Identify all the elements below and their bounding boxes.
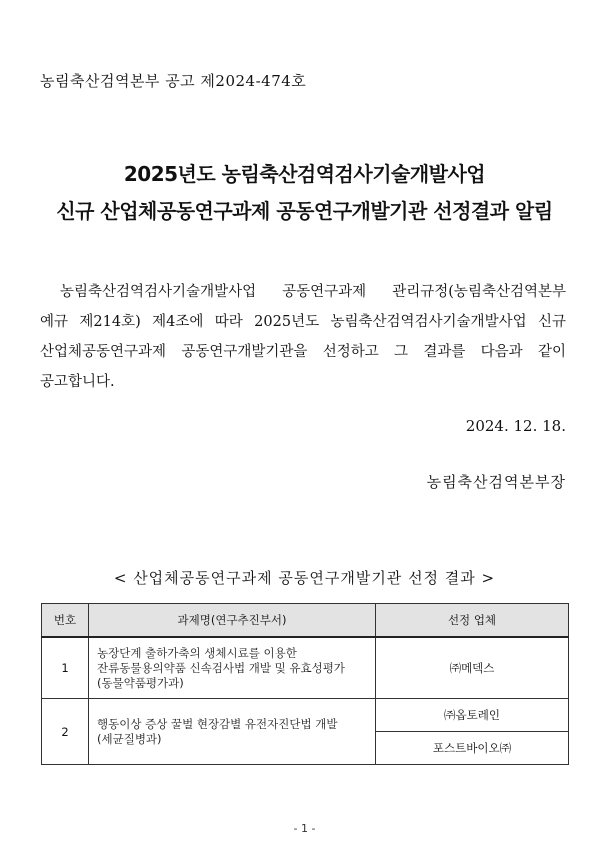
announcement-date: 2024. 12. 18. bbox=[465, 417, 566, 435]
company-cell: ㈜옵토레인 bbox=[376, 699, 569, 732]
selection-results-table bbox=[41, 603, 569, 765]
company-cell: ㈜메덱스 bbox=[376, 637, 569, 699]
row-number: 1 bbox=[42, 637, 89, 699]
header-company: 선정 업체 bbox=[376, 604, 569, 638]
body-line: 예규 제214호) 제4조에 따라 2025년도 농림축산검역검사기술개발사업 신규 bbox=[40, 314, 566, 330]
task-line: 잔류동물용의약품 신속검사법 개발 및 유효성평가 bbox=[97, 660, 345, 675]
document-title-line-1: 2025년도 농림축산검역검사기술개발사업 bbox=[123, 162, 486, 186]
issuer-name: 농림축산검역본부장 bbox=[426, 473, 566, 491]
table-caption: < 산업체공동연구과제 공동연구개발기관 선정 결과 > bbox=[113, 569, 496, 587]
task-department: (세균질병과) bbox=[97, 731, 162, 746]
company-cell: 포스트바이오㈜ bbox=[376, 732, 569, 765]
body-paragraph bbox=[40, 277, 566, 397]
task-line: 농장단계 출하가축의 생체시료를 이용한 bbox=[97, 645, 297, 660]
row-number: 2 bbox=[42, 699, 89, 765]
header-number: 번호 bbox=[42, 604, 89, 638]
page-number: - 1 - bbox=[293, 822, 316, 835]
task-cell bbox=[89, 637, 376, 699]
table-header-row bbox=[42, 604, 569, 638]
table-row bbox=[42, 637, 569, 699]
body-line: 공고합니다. bbox=[40, 374, 115, 390]
body-line: 산업체공동연구과제 공동연구개발기관을 선정하고 그 결과를 다음과 같이 bbox=[40, 344, 566, 360]
task-line: 행동이상 증상 꿀벌 현장감별 유전자진단법 개발 bbox=[97, 716, 338, 731]
document-title-line-2: 신규 산업체공동연구과제 공동연구개발기관 선정결과 알림 bbox=[56, 199, 553, 223]
task-cell bbox=[89, 699, 376, 765]
table-row bbox=[42, 699, 569, 732]
body-line: 농림축산검역검사기술개발사업 공동연구과제 관리규정(농림축산검역본부 bbox=[60, 284, 566, 300]
notice-number: 농림축산검역본부 공고 제2024-474호 bbox=[40, 72, 307, 90]
task-department: (동물약품평가과) bbox=[97, 675, 184, 690]
header-task: 과제명(연구추진부서) bbox=[89, 604, 376, 638]
